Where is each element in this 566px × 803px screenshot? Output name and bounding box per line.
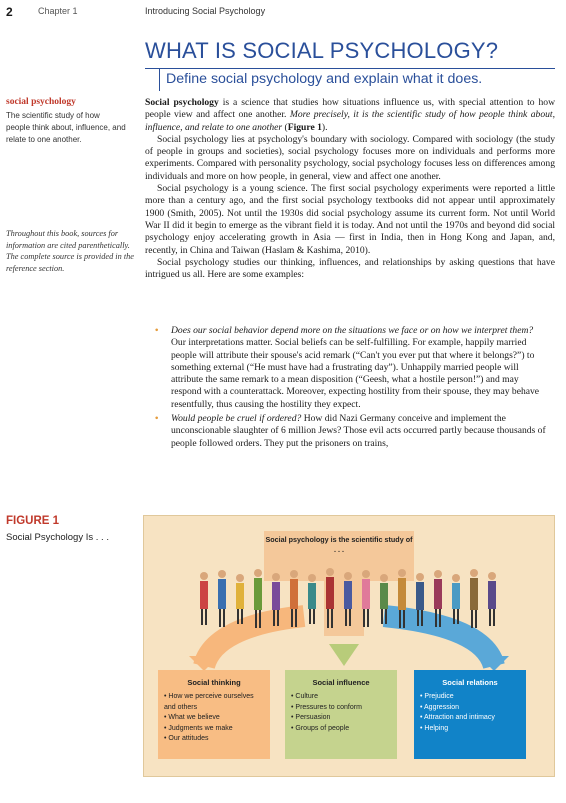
list-item: • What we believe bbox=[164, 713, 266, 724]
list-item: • Culture bbox=[291, 692, 393, 703]
margin-glossary-definition: The scientific study of how people think about, influence, and relate to one another. bbox=[6, 111, 126, 144]
objective-divider bbox=[145, 68, 555, 69]
body-text bbox=[145, 97, 555, 281]
list-item: • Groups of people bbox=[291, 724, 393, 735]
column-title: Social influence bbox=[312, 678, 370, 687]
social-influence-box bbox=[285, 670, 397, 759]
paragraph-1 bbox=[145, 97, 555, 134]
bullet-icon: • bbox=[155, 413, 159, 425]
list-item bbox=[145, 413, 550, 450]
column-list bbox=[420, 692, 522, 734]
paragraph-4: Social psychology studies our thinking, influences, and relationships by asking questions that have intrigued us all. Here are some examples: bbox=[145, 256, 555, 281]
list-item: • How we perceive ourselves and others bbox=[164, 692, 266, 713]
figure-header-text: Social psychology is the scientific study of . . . bbox=[265, 535, 413, 554]
list-item: • Attraction and intimacy bbox=[420, 713, 522, 724]
column-list bbox=[164, 692, 266, 745]
bullet-text: How did Nazi Germany conceive and implement the unconscionable slaughter of 6 million Jews? Those evil acts occurred partly because thousands of people followed orders. They put the prisoners on trains, bbox=[171, 413, 546, 449]
objective-bar bbox=[159, 69, 160, 91]
p1-close: ). bbox=[321, 121, 328, 133]
center-arrow-head bbox=[329, 644, 359, 666]
p1-open: ( bbox=[282, 121, 288, 133]
p1-definition-italic: More precisely, it is the scientific study of how people think about, influence, and relate to one another bbox=[145, 109, 556, 133]
people-group bbox=[200, 568, 496, 628]
list-item: • Aggression bbox=[420, 703, 522, 714]
column-list bbox=[291, 692, 393, 734]
list-item bbox=[145, 325, 550, 411]
paragraph-2: Social psychology lies at psychology's boundary with sociology. Compared with sociology (the study of people in groups and societies), social psychology focuses more on individuals and performs more experiments. Compared with personality psychology, social psychology focuses less on differences among individuals and more on how people, in general, view and affect one another. bbox=[145, 133, 555, 182]
social-relations-box bbox=[414, 670, 526, 759]
list-item: • Pressures to conform bbox=[291, 703, 393, 714]
examples-list bbox=[145, 325, 550, 450]
bullet-text: Our interpretations matter. Social beliefs can be self-fulfilling. For example, happily married people will attribute their spouse's acid remark (“Can't you ever put that where it belongs?”) to something external (“He must have had a frustrating day”). Unhappily married people will attribute the same remark to a mean disposition (“Geesh, what a hostile person!”) and may respond with a counterattack. Moreover, expecting hostility from their spouse, they may behave resentfully, thus causing the hostility they expect. bbox=[171, 337, 540, 410]
key-term: Social psychology bbox=[145, 97, 219, 108]
bullet-question: Does our social behavior depend more on the situations we face or on how we interpret them? bbox=[171, 325, 534, 336]
running-title: Introducing Social Psychology bbox=[145, 6, 266, 16]
page-number: 2 bbox=[6, 5, 13, 19]
list-item: • Prejudice bbox=[420, 692, 522, 703]
column-title: Social thinking bbox=[187, 678, 241, 687]
bullet-icon: • bbox=[155, 325, 159, 336]
figure-label: FIGURE 1 bbox=[6, 515, 60, 527]
chapter-label: Chapter 1 bbox=[38, 6, 78, 16]
crowd-of-people-icon bbox=[194, 564, 514, 644]
bullet-question: Would people be cruel if ordered? bbox=[171, 413, 302, 425]
figure-illustration bbox=[143, 515, 555, 777]
figure-reference: Figure 1 bbox=[287, 121, 322, 133]
list-item: • Helping bbox=[420, 724, 522, 735]
figure-caption: Social Psychology Is . . . bbox=[6, 532, 109, 543]
column-title: Social relations bbox=[442, 678, 498, 687]
list-item: • Persuasion bbox=[291, 713, 393, 724]
social-thinking-box bbox=[158, 670, 270, 759]
margin-citation-note: Throughout this book, sources for information are cited parenthetically. The complete source is provided in the reference section. bbox=[6, 229, 134, 273]
section-title: WHAT IS SOCIAL PSYCHOLOGY? bbox=[145, 38, 499, 63]
margin-glossary-term: social psychology bbox=[6, 97, 76, 107]
list-item: • Our attitudes bbox=[164, 734, 266, 745]
list-item: • Judgments we make bbox=[164, 724, 266, 735]
p1-text: is a science that studies how situations influence us, with special attention to how people view and affect one another. bbox=[145, 97, 555, 121]
paragraph-3: Social psychology is a young science. The first social psychology experiments were reported a little more than a century ago, and the first social psychology textbooks did not appear until approximately 1900 (Smith, 2005). Not until the 1930s did social psychology assume its current form. Not until World War II did it begin to emerge as the vibrant field it is today. And not until the 1970s and beyond did social psychology enjoy accelerating growth in Asia — first in India, then in Hong Kong and Japan, and, recently, in China and Taiwan (Haslam & Kashima, 2010). bbox=[145, 183, 555, 256]
learning-objective: Define social psychology and explain what it does. bbox=[166, 71, 483, 87]
